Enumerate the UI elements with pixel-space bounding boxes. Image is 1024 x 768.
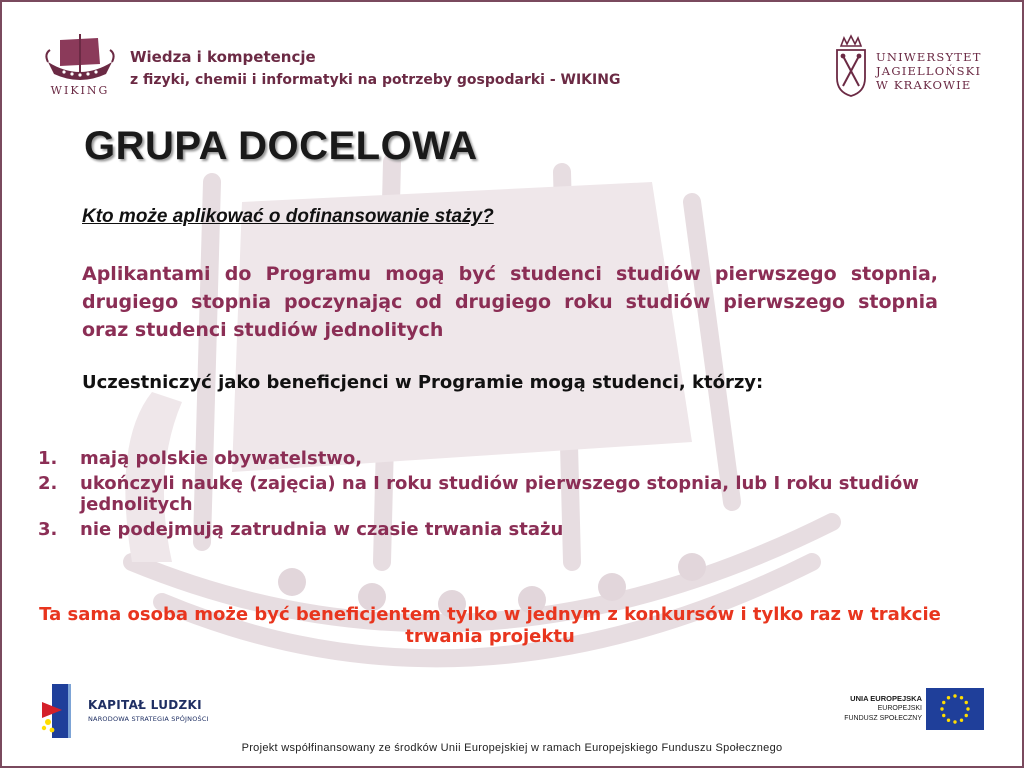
project-title-line2: z fizyki, chemii i informatyki na potrzeby gospodarki - WIKING	[130, 72, 621, 88]
eligibility-paragraph: Aplikantami do Programu mogą być studenci studiów pierwszego stopnia, drugiego stopnia poczynając od drugiego roku studiów pierwszego stopnia oraz studenci studiów jednolitych	[82, 263, 938, 341]
eu-star	[953, 720, 956, 723]
eu-star	[965, 714, 968, 717]
wiking-logo-text: WIKING	[50, 84, 110, 97]
list-item	[38, 519, 938, 540]
conditions-list	[38, 448, 938, 544]
eu-logo	[824, 688, 986, 734]
eu-star	[966, 707, 969, 710]
question-heading: Kto może aplikować o dofinansowanie staży?	[82, 206, 494, 227]
viking-ship-icon	[42, 32, 118, 84]
list-item-text: nie podejmują zatrudnia w czasie trwania stażu	[80, 519, 564, 540]
eu-logo-text	[844, 694, 922, 724]
eu-star	[940, 707, 943, 710]
university-name-line1: UNIWERSYTET	[876, 50, 982, 64]
list-item-number: 1.	[38, 448, 58, 469]
university-name-line2: JAGIELLOŃSKI	[876, 64, 982, 78]
kapital-ludzki-name: KAPITAŁ LUDZKI	[88, 698, 202, 712]
project-title-line1: Wiedza i kompetencje	[130, 48, 316, 66]
wiking-logo	[42, 32, 118, 98]
university-logo	[834, 34, 984, 98]
eu-star	[953, 694, 956, 697]
eu-flag-icon	[926, 688, 984, 730]
list-item-text: ukończyli naukę (zajęcia) na I roku studiów pierwszego stopnia, lub I roku studiów jednolitych	[80, 473, 919, 515]
university-crest-icon	[834, 34, 868, 98]
participation-paragraph: Uczestniczyć jako beneficjenci w Programie mogą studenci, którzy:	[82, 372, 764, 393]
eu-star	[960, 696, 963, 699]
list-item	[38, 448, 938, 469]
note-warning: Ta sama osoba może być beneficjentem tylko w jednym z konkursów i tylko raz w trakcie trwania projektu	[39, 604, 941, 647]
kapital-ludzki-icon	[38, 682, 80, 740]
eu-line3: FUNDUSZ SPOŁECZNY	[844, 715, 922, 722]
page-title: GRUPA DOCELOWA	[84, 124, 478, 168]
eu-star	[960, 719, 963, 722]
list-item	[38, 473, 938, 515]
eu-star	[947, 696, 950, 699]
list-item-number: 3.	[38, 519, 58, 540]
eu-title: UNIA EUROPEJSKA	[850, 694, 922, 703]
list-item-text: mają polskie obywatelstwo,	[80, 448, 363, 469]
university-name-line3: W KRAKOWIE	[876, 78, 972, 92]
eu-star	[965, 701, 968, 704]
eu-star	[947, 719, 950, 722]
eu-line2: EUROPEJSKI	[877, 705, 922, 712]
cofinancing-footer: Projekt współfinansowany ze środków Unii Europejskiej w ramach Europejskiego Funduszu Społecznego	[241, 742, 783, 754]
university-name	[876, 50, 982, 92]
kapital-ludzki-subtitle: NARODOWA STRATEGIA SPÓJNOŚCI	[88, 715, 209, 723]
eu-star	[942, 714, 945, 717]
eu-star	[942, 701, 945, 704]
kapital-ludzki-logo	[38, 682, 228, 740]
list-item-number: 2.	[38, 473, 58, 494]
